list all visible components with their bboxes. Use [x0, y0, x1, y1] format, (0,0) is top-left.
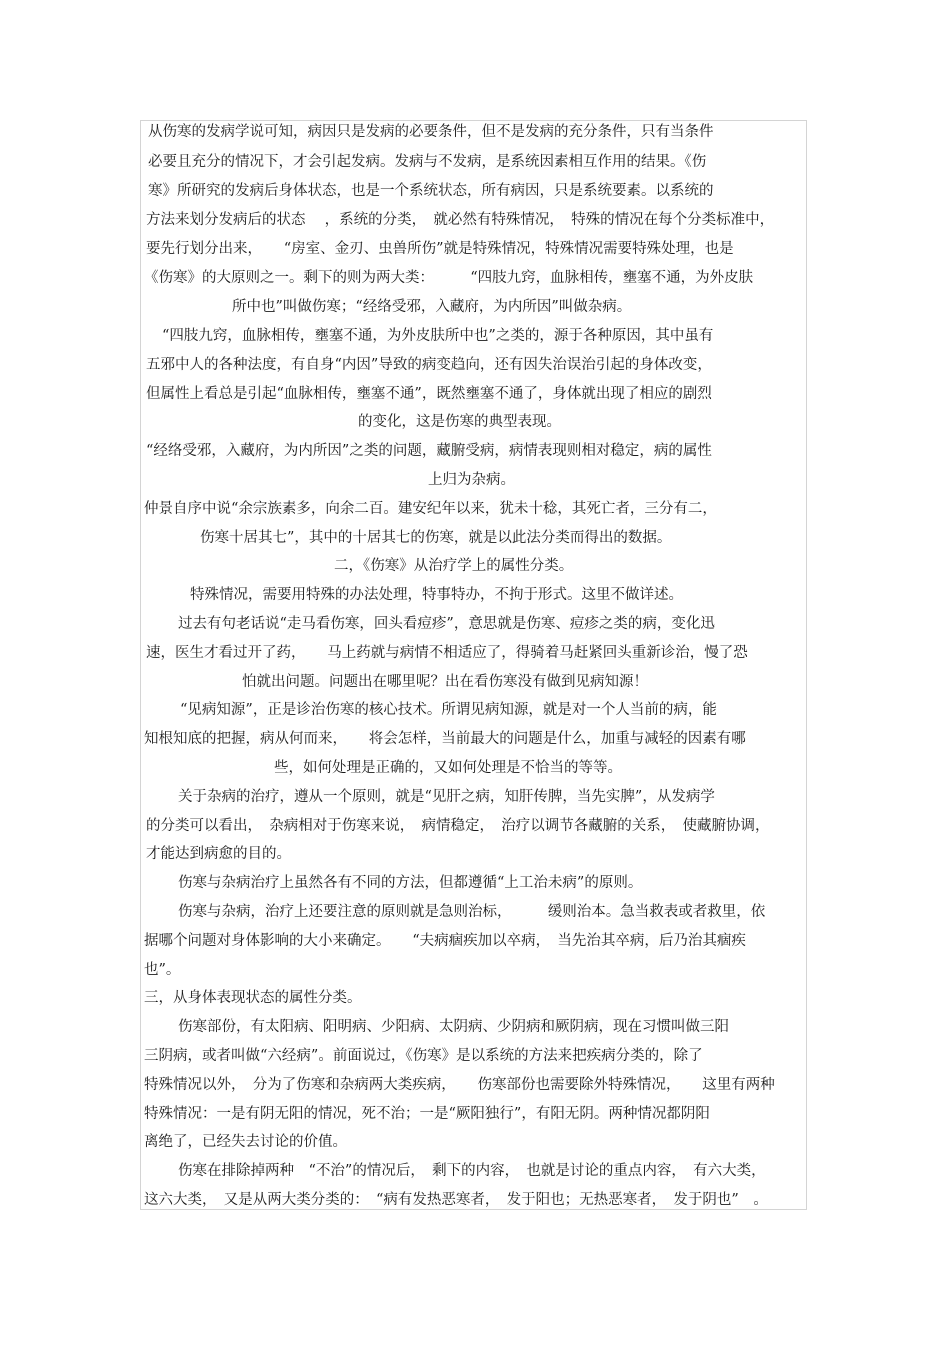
text-line: 但属性上看总是引起“血脉相传，壅塞不通”，既然壅塞不通了，身体就出现了相应的剧烈	[146, 386, 712, 402]
text-line: 速，医生才看过开了药， 马上药就与病情不相适应了，得骑着马赶紧回头重新诊治，慢了恐	[146, 645, 748, 661]
text-line: 也”。	[144, 962, 181, 978]
text-line: 特殊情况：一是有阴无阳的情况，死不治；一是“厥阳独行”，有阳无阴。两种情况都阴阳	[144, 1106, 710, 1122]
text-line: 离绝了，已经失去讨论的价值。	[144, 1134, 347, 1150]
text-line: 的变化，这是伤寒的典型表现。	[358, 414, 561, 430]
text-line: 知根知底的把握，病从何而来， 将会怎样，当前最大的问题是什么，加重与减轻的因素有哪	[144, 731, 746, 747]
text-line: 特殊情况，需要用特殊的办法处理，特事特办，不拘于形式。这里不做详述。	[190, 587, 683, 603]
text-line: 据哪个问题对身体影响的大小来确定。 “夫病痼疾加以卒病， 当先治其卒病，后乃治其痼疾	[144, 933, 746, 949]
text-line: 伤寒与杂病，治疗上还要注意的原则就是急则治标， 缓则治本。急当救表或者救里，依	[178, 904, 766, 920]
text-line: 伤寒部份，有太阳病、阳明病、少阳病、太阴病、少阴病和厥阴病，现在习惯叫做三阳	[178, 1019, 729, 1035]
section-heading: 二，《伤寒》从治疗学上的属性分类。	[334, 558, 574, 574]
text-line: “经络受邪，入藏府，为内所因”之类的问题，藏腑受病，病情表现则相对稳定，病的属性	[146, 443, 712, 459]
text-line: 方法来划分发病后的状态 ，系统的分类， 就必然有特殊情况， 特殊的情况在每个分类标准中，	[146, 212, 775, 228]
text-line: “四肢九窍，血脉相传，壅塞不通，为外皮肤所中也”之类的，源于各种原因，其中虽有	[162, 328, 714, 344]
text-line: 所中也”叫做伤寒；“经络受邪，入藏府，为内所因”叫做杂病。	[232, 299, 632, 315]
text-line: 这六大类， 又是从两大类分类的： “病有发热恶寒者， 发于阳也；无热恶寒者， 发于阴也” 。	[144, 1192, 768, 1208]
text-line: 些，如何处理是正确的，又如何处理是不恰当的等等。	[274, 760, 622, 776]
section-heading: 三，从身体表现状态的属性分类。	[144, 990, 362, 1006]
text-line: 仲景自序中说“余宗族素多，向余二百。建安纪年以来，犹未十稔，其死亡者，三分有二，	[144, 501, 717, 517]
text-line: 三阴病，或者叫做“六经病”。前面说过，《伤寒》是以系统的方法来把疾病分类的，除了	[144, 1048, 703, 1064]
text-line: 特殊情况以外， 分为了伤寒和杂病两大类疾病， 伤寒部份也需要除外特殊情况， 这里有两种	[144, 1077, 775, 1093]
text-line: 五邪中人的各种法度，有自身“内因”导致的病变趋向，还有因失治误治引起的身体改变，	[146, 357, 712, 373]
text-line: 的分类可以看出， 杂病相对于伤寒来说， 病情稳定， 治疗以调节各藏腑的关系， 使藏腑协调，	[146, 818, 770, 834]
text-line: 寒》所研究的发病后身体状态，也是一个系统状态，所有病因，只是系统要素。以系统的	[148, 183, 714, 199]
text-line: 伤寒十居其七”，其中的十居其七的伤寒，就是以此法分类而得出的数据。	[200, 530, 672, 546]
text-line: 《伤寒》的大原则之一。剩下的则为两大类： “四肢九窍，血脉相传，壅塞不通，为外皮肤	[144, 270, 754, 286]
text-line: 怕就出问题。问题出在哪里呢？出在看伤寒没有做到见病知源！	[242, 674, 648, 690]
text-line: 要先行划分出来， “房室、金刃、虫兽所伤”就是特殊情况，特殊情况需要特殊处理，也是	[146, 241, 734, 257]
text-line: 伤寒在排除掉两种 “不治”的情况后， 剩下的内容， 也就是讨论的重点内容， 有六大类，	[178, 1163, 766, 1179]
text-line: 必要且充分的情况下，才会引起发病。发病与不发病，是系统因素相互作用的结果。《伤	[148, 154, 707, 170]
text-line: 过去有句老话说“走马看伤寒，回头看痘疹”，意思就是伤寒、痘疹之类的病，变化迅	[178, 616, 715, 632]
text-line: 上归为杂病。	[428, 472, 515, 488]
text-line: 关于杂病的治疗，遵从一个原则，就是“见肝之病，知肝传脾，当先实脾”，从发病学	[178, 789, 715, 805]
text-line: “见病知源”，正是诊治伤寒的核心技术。所谓见病知源，就是对一个人当前的病，能	[180, 702, 717, 718]
text-line: 从伤寒的发病学说可知，病因只是发病的必要条件，但不是发病的充分条件，只有当条件	[148, 124, 714, 140]
text-line: 伤寒与杂病治疗上虽然各有不同的方法，但都遵循“上工治未病”的原则。	[178, 875, 643, 891]
text-line: 才能达到病愈的目的。	[146, 846, 291, 862]
